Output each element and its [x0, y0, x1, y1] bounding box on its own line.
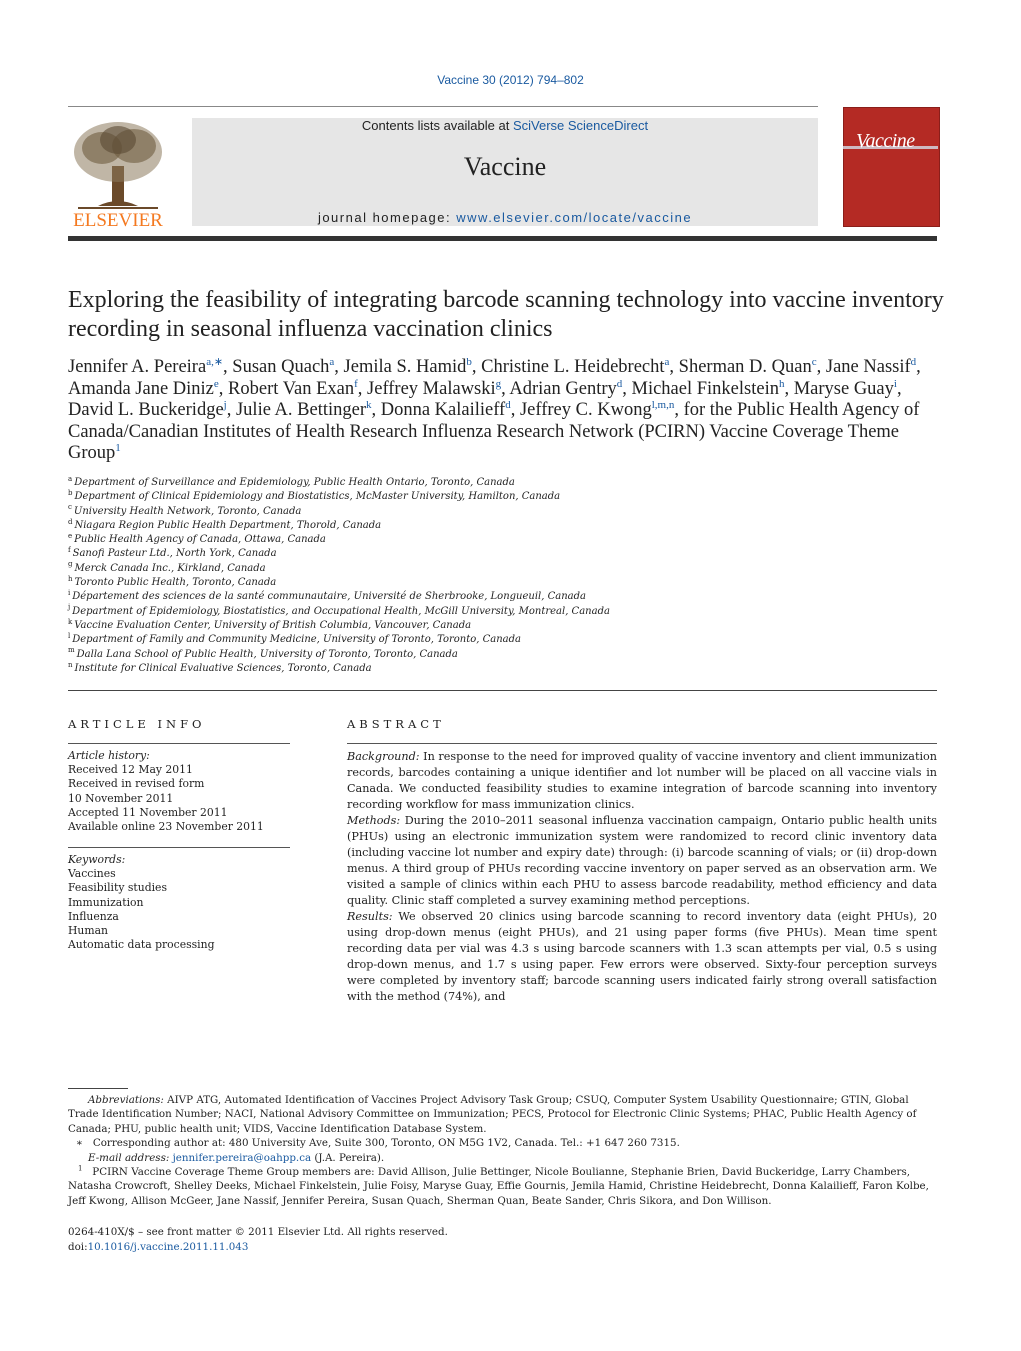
affiliation-key: g: [68, 560, 73, 569]
abstract-body: [347, 749, 937, 1005]
keyword-item: Immunization: [68, 895, 144, 909]
affiliation-text: Niagara Region Public Health Department, Thorold, Canada: [74, 519, 382, 531]
affiliation-key: c: [68, 503, 72, 512]
author-affiliation-marker[interactable]: i: [893, 377, 897, 390]
author-affiliation-marker[interactable]: a: [329, 355, 335, 368]
keywords-rule: [68, 847, 290, 848]
affiliation-key: h: [68, 574, 73, 583]
author-affiliation-marker[interactable]: l,m,n: [651, 399, 675, 412]
abstract-section-text: We observed 20 clinics using barcode scanning to record inventory data (eight PHUs), 20 using drop-down menus (eight PHUs), and 21 using paper forms (five PHUs). Mean time spent recording data per vial was 4.3 s using barcode scanners with 1.3 scan attempts per vial, 0.5 s using drop-down menus, and 1.7 s using paper. Few errors were observed. Sixty-four perception surveys were completed by inventory staff; barcode scanning users indicated fairly strong overall satisfaction with the method (74%), and: [347, 910, 937, 1003]
contents-prefix: Contents lists available at: [361, 118, 513, 133]
history-item: Received in revised form: [68, 777, 205, 791]
affiliation-key: e: [68, 531, 73, 540]
members-footnote: [68, 1165, 938, 1208]
author-affiliation-marker[interactable]: e: [213, 377, 219, 390]
affiliation-key: b: [68, 488, 73, 497]
abstract-section-label: Results:: [347, 910, 393, 923]
affiliation-item: [68, 490, 938, 504]
email-label: E-mail address:: [88, 1151, 170, 1164]
doi-prefix: doi:: [68, 1241, 88, 1253]
affiliation-key: f: [68, 546, 71, 555]
author-affiliation-marker[interactable]: j: [223, 399, 227, 412]
author-name[interactable]: Sherman D. Quan: [678, 357, 812, 377]
author-affiliation-marker[interactable]: a: [664, 355, 670, 368]
affiliation-item: [68, 648, 938, 662]
affiliation-text: Department of Surveillance and Epidemiology, Public Health Ontario, Toronto, Canada: [74, 477, 515, 488]
affiliation-text: Merck Canada Inc., Kirkland, Canada: [74, 562, 266, 574]
affiliation-key: i: [68, 589, 71, 598]
author-affiliation-marker[interactable]: d: [505, 399, 511, 412]
journal-name: Vaccine: [463, 152, 547, 181]
keywords-list: [68, 867, 298, 952]
affiliation-text: Sanofi Pasteur Ltd., North York, Canada: [72, 548, 277, 560]
history-item: Accepted 11 November 2011: [68, 805, 228, 819]
author-name[interactable]: Amanda Jane Diniz: [68, 378, 214, 399]
affiliation-key: n: [68, 660, 73, 669]
author-affiliation-marker[interactable]: f: [354, 377, 358, 390]
journal-homepage: [192, 210, 818, 225]
affiliation-item: [68, 505, 938, 519]
email-footnote: [68, 1151, 938, 1165]
affiliation-key: j: [68, 603, 71, 612]
footnotes: [68, 1093, 938, 1208]
author-affiliation-marker[interactable]: d: [910, 355, 917, 368]
affiliation-item: [68, 605, 938, 619]
affiliation-text: Department of Family and Community Medicine, University of Toronto, Toronto, Canada: [72, 634, 522, 646]
elsevier-logo[interactable]: [68, 118, 168, 228]
affiliation-item: [68, 590, 938, 604]
author-name[interactable]: Jemila S. Hamid: [343, 357, 467, 377]
abstract-section-text: In response to the need for improved quality of vaccine inventory and client immunization records, barcodes containing a unique identifier and lot number will be placed on all vaccine vials in Canada. We conducted feasibility studies to examine integration of barcode scanning into inventory recording workflow for mass immunization clinics.: [347, 750, 937, 811]
issn-line: 0264-410X/$ – see front matter © 2011 Elsevier Ltd. All rights reserved.: [68, 1226, 448, 1238]
affiliation-text: Dalla Lana School of Public Health, University of Toronto, Toronto, Canada: [76, 648, 458, 660]
keyword-item: Human: [68, 924, 108, 938]
article-title: Exploring the feasibility of integrating barcode scanning technology into vaccine inventory recording in seasonal influenza vaccination clinics: [68, 287, 944, 342]
abstract-rule: [347, 743, 937, 744]
author-name[interactable]: Jeffrey Malawski: [367, 378, 496, 399]
affiliation-item: [68, 476, 938, 490]
affiliation-text: University Health Network, Toronto, Canada: [73, 505, 302, 517]
author-name[interactable]: Susan Quach: [232, 357, 330, 377]
author-name[interactable]: Julie A. Bettinger: [235, 400, 366, 421]
abstract-section-label: Background:: [347, 750, 420, 763]
affiliation-item: [68, 562, 938, 576]
affiliation-item: [68, 619, 938, 633]
elsevier-wordmark: ELSEVIER: [73, 210, 163, 228]
affiliation-item: [68, 547, 938, 561]
history-item: Received 12 May 2011: [68, 763, 193, 777]
journal-citation[interactable]: Vaccine 30 (2012) 794–802: [437, 73, 584, 87]
author-affiliation-marker[interactable]: k: [365, 399, 372, 412]
keyword-item: Influenza: [68, 909, 119, 923]
history-label: Article history:: [68, 749, 150, 762]
abbreviations-footnote: [68, 1093, 938, 1136]
keywords-block: [68, 853, 298, 952]
affiliation-key: a: [68, 474, 73, 483]
affiliation-item: [68, 633, 938, 647]
email-link[interactable]: jennifer.pereira@oahpp.ca: [172, 1151, 312, 1164]
author-affiliation-marker[interactable]: c: [811, 355, 817, 368]
author-name[interactable]: Adrian Gentry: [509, 378, 617, 399]
keyword-item: Vaccines: [68, 867, 116, 881]
affiliation-item: [68, 662, 938, 676]
header-rule: [68, 106, 818, 107]
affiliation-text: Public Health Agency of Canada, Ottawa, Canada: [74, 534, 326, 546]
abstract-paragraph: [347, 749, 937, 813]
journal-cover-thumbnail[interactable]: [843, 107, 940, 227]
affiliation-item: [68, 533, 938, 547]
abstract-paragraph: [347, 813, 937, 909]
author-name[interactable]: Jeffrey C. Kwong: [519, 400, 652, 421]
elsevier-tree-icon: [68, 118, 168, 228]
abstract-section-text: During the 2010–2011 seasonal influenza vaccination campaign, Ontario public health units (PHUs) using an electronic immunization system were randomized to record clinic inventory data (including vaccine lot number and expiry date) through: (i) barcode scanning of vials; or (ii) drop-down menus. A third group of PHUs recording vaccine inventory on paper served as an observation arm. We visited a sample of clinics within each PHU to assess barcode readability, method efficiency and data quality. Clinic staff completed a survey examining method perceptions.: [347, 814, 937, 907]
keywords-label: Keywords:: [68, 853, 126, 866]
affiliation-key: d: [68, 517, 73, 526]
author-affiliation-marker[interactable]: 1: [115, 442, 121, 455]
author-name[interactable]: David L. Buckeridge: [68, 400, 224, 421]
history-item: Available online 23 November 2011: [68, 820, 264, 834]
sciencedirect-link[interactable]: SciVerse ScienceDirect: [512, 118, 649, 133]
author-affiliation-marker[interactable]: g: [495, 377, 502, 390]
legal-block: [68, 1225, 938, 1255]
footnote-rule: [68, 1088, 128, 1089]
author-name[interactable]: Robert Van Exan: [228, 378, 355, 399]
affiliation-text: Institute for Clinical Evaluative Sciences, Toronto, Canada: [74, 662, 372, 674]
author-name[interactable]: Donna Kalailieff: [380, 400, 506, 421]
author-list: Jennifer A. Pereira$^{a,∗}$, Susan Quach$^a$, Jemila S. Hamid$^b$, Christine L. Heidebrecht$^a$, Sherman D. Quan$^c$, Jane Nassif$^d$, Amanda Jane Diniz$^e$, Robert Van Exan$^f$, Jeffrey Malawski$^g$, Adrian Gentry$^d$, Michael Finkelstein$^h$, Maryse Guay$^i$, David L. Buckeridge$^j$, Julie A. Bettinger$^k$, Donna Kalailieff$^d$, Jeffrey C. Kwong$^{l,m,n}$, for the Public Health Agency of Canada/Canadian Institutes of Health Research Influenza Research Network (PCIRN) Vaccine Coverage Theme Group$^1$: [68, 355, 921, 464]
homepage-link[interactable]: www.elsevier.com/locate/vaccine: [456, 210, 693, 225]
article-info-rule: [68, 743, 290, 744]
affiliation-rule: [68, 690, 937, 691]
affiliation-text: Toronto Public Health, Toronto, Canada: [74, 577, 277, 589]
doi-line: [68, 1240, 938, 1255]
affiliation-item: [68, 519, 938, 533]
email-suffix: (J.A. Pereira).: [311, 1151, 385, 1164]
abbreviations-label: Abbreviations:: [88, 1094, 164, 1106]
author-name[interactable]: Christine L. Heidebrecht: [481, 357, 665, 377]
affiliation-text: Department of Epidemiology, Biostatistics, and Occupational Health, McGill University, Montreal, Canada: [72, 605, 610, 617]
author-affiliation-marker[interactable]: b: [466, 355, 472, 368]
affiliation-item: [68, 576, 938, 590]
corresponding-footnote: [68, 1136, 938, 1150]
abstract-paragraph: [347, 909, 937, 1005]
cover-title: Vaccine: [856, 130, 915, 152]
abstract-heading: ABSTRACT: [347, 717, 445, 731]
members-mark: 1: [78, 1164, 83, 1173]
author-name[interactable]: for the Public Health Agency of Canada/Canadian Institutes of Health Research Influenza Research Network (PCIRN) Vaccine Coverage Theme Group: [68, 400, 920, 464]
keyword-item: Feasibility studies: [68, 881, 167, 895]
contents-availability: [192, 118, 818, 133]
author-affiliation-marker[interactable]: h: [778, 377, 785, 390]
affiliation-text: Department of Clinical Epidemiology and Biostatistics, McMaster University, Hamilton, Canada: [74, 491, 561, 503]
history-item: 10 November 2011: [68, 791, 174, 805]
author-affiliation-marker[interactable]: d: [616, 377, 623, 390]
homepage-prefix: journal homepage:: [317, 210, 457, 225]
author-name[interactable]: Jennifer A. Pereira: [68, 357, 207, 377]
affiliation-key: k: [68, 617, 73, 626]
affiliation-text: Département des sciences de la santé communautaire, Université de Sherbrooke, Longueuil, Canada: [72, 591, 586, 603]
abbreviations-text: AIVP ATG, Automated Identification of Vaccines Project Advisory Task Group; CSUQ, Computer System Usability Questionnaire; GTIN, Global Trade Identification Number; NACI, National Advisory Committee on Immunization; PECS, Protocol for Electronic Clinic Systems; PHAC, Public Health Agency of Canada; PHU, public health unit; VIDS, Vaccine Identification Database System.: [68, 1094, 917, 1135]
author-name[interactable]: Michael Finkelstein: [631, 378, 779, 399]
affiliation-text: Vaccine Evaluation Center, University of British Columbia, Vancouver, Canada: [74, 619, 472, 631]
abstract-section-label: Methods:: [347, 814, 401, 827]
history-list: [68, 763, 298, 834]
corresponding-mark: ∗: [76, 1137, 83, 1150]
doi-link[interactable]: 10.1016/j.vaccine.2011.11.043: [87, 1241, 249, 1253]
author-affiliation-marker[interactable]: a,∗: [206, 355, 224, 368]
masthead-rule: [68, 236, 937, 241]
corresponding-text: Corresponding author at: 480 University Ave, Suite 300, Toronto, ON M5G 1V2, Canada. Tel.: +1 647 260 7315.: [92, 1137, 680, 1150]
article-info-heading: ARTICLE INFO: [68, 717, 206, 731]
affiliation-key: l: [68, 631, 71, 640]
keyword-item: Automatic data processing: [68, 938, 215, 952]
affiliation-list: [68, 476, 938, 676]
article-history: [68, 749, 298, 834]
author-name[interactable]: Maryse Guay: [793, 378, 894, 399]
author-name[interactable]: Jane Nassif: [825, 357, 911, 377]
affiliation-key: m: [68, 646, 75, 655]
members-text: PCIRN Vaccine Coverage Theme Group members are: David Allison, Julie Bettinger, Nicole Boulianne, Stephanie Brien, David Buckeridge, Larry Chambers, Natasha Crowcroft, Shelley Deeks, Michael Finkelstein, Julie Foisy, Maryse Guay, Effie Gournis, Jemila Hamid, Christine Heidebrecht, Donna Kalailieff, Faron Kolbe, Jeff Kwong, Allison McGeer, Jane Nassif, Jennifer Pereira, Susan Quach, Sherman Quan, Beate Sander, Chris Sikora, and Don Willison.: [68, 1166, 929, 1207]
